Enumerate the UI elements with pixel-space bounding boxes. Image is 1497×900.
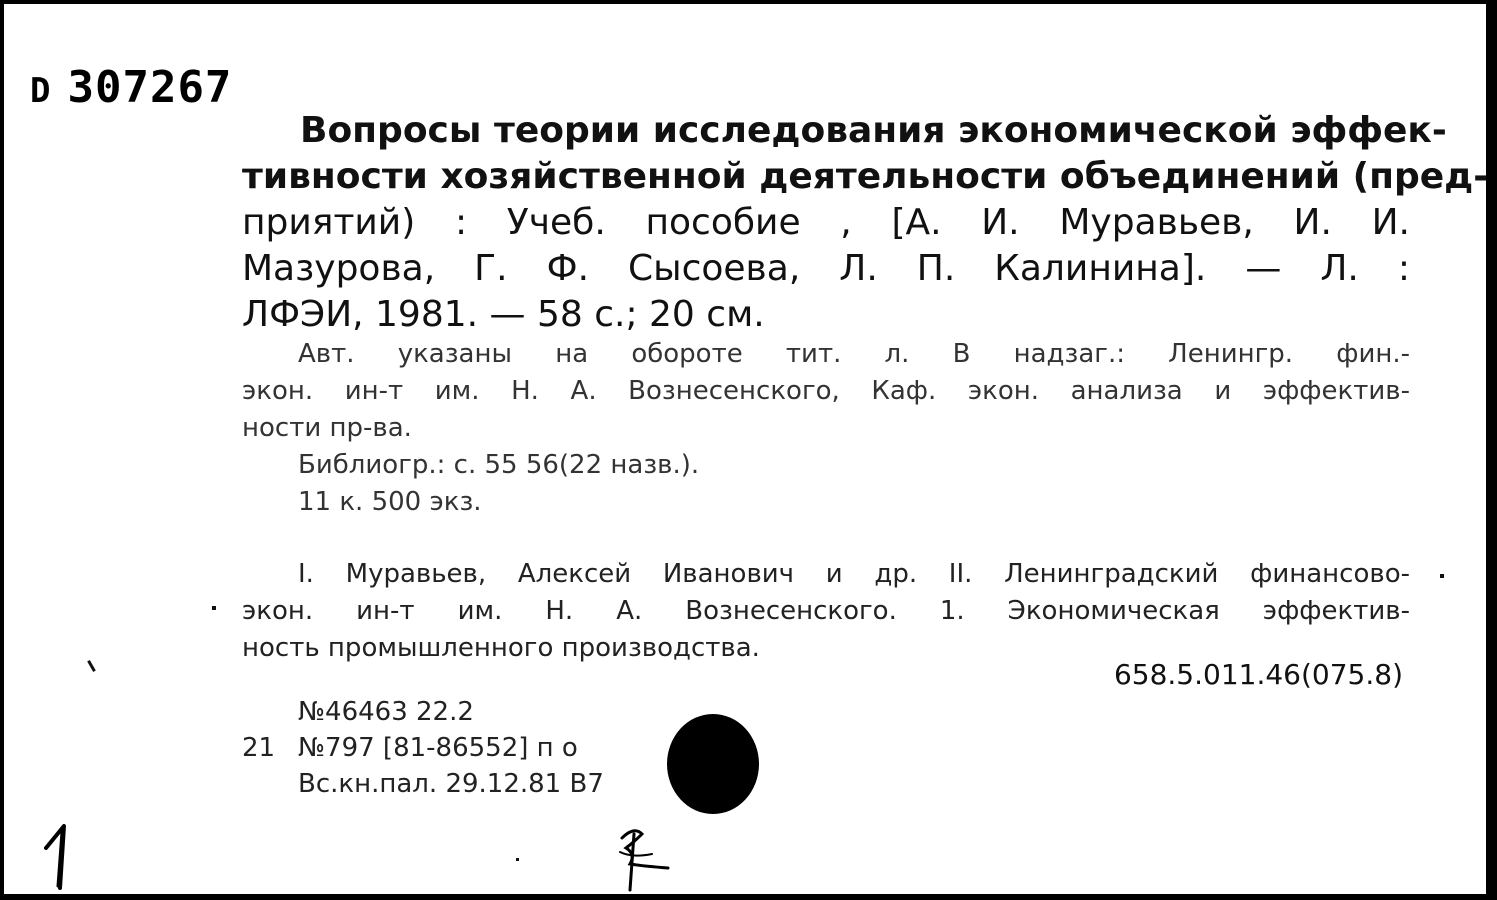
- registry-row: [242, 694, 604, 730]
- note-line: Авт. указаны на обороте тит. л. В надзаг.: Ленингр. фин.-: [298, 339, 1410, 369]
- udc-classification: 658.5.011.46(075.8): [1113, 658, 1403, 691]
- catalog-prefix: D: [30, 71, 52, 111]
- tracing-line: экон. ин-т им. Н. А. Вознесенского. 1. Экономическая эффектив-: [242, 596, 1410, 626]
- registry-line: №797 [81-86552] п о: [298, 733, 578, 763]
- registry-row: [242, 766, 604, 802]
- catalog-number-value: 307267: [67, 62, 233, 113]
- registry-number: 21: [242, 733, 276, 763]
- title-line: ЛФЭИ, 1981. — 58 с.; 20 см.: [242, 294, 765, 335]
- note-line: ности пр-ва.: [242, 413, 412, 443]
- catalog-number: [30, 62, 232, 113]
- title-line: приятий) : Учеб. пособие , [А. И. Муравьев, И. И.: [242, 202, 1410, 243]
- note-line: экон. ин-т им. Н. А. Вознесенского, Каф. экон. анализа и эффектив-: [242, 376, 1410, 406]
- tracing-line: ность промышленного производства.: [242, 633, 760, 663]
- initials-stamp-icon: [612, 824, 682, 894]
- card-edge: [1490, 30, 1493, 890]
- registry-line: Вс.кн.пал. 29.12.81 В7: [298, 769, 604, 799]
- title-line: Мазурова, Г. Ф. Сысоева, Л. П. Калинина]. — Л. :: [242, 248, 1410, 289]
- handwritten-mark-icon: [40, 822, 80, 892]
- punch-hole: [667, 714, 759, 814]
- title-line: Вопросы теории исследования экономической эффек-: [300, 110, 1447, 151]
- subject-tracings: [242, 556, 1410, 667]
- registry-block: [242, 694, 604, 802]
- note-line: Библиогр.: с. 55 56(22 назв.).: [298, 450, 700, 480]
- note-line: 11 к. 500 экз.: [298, 487, 482, 517]
- title-line: тивности хозяйственной деятельности объединений (пред-: [242, 156, 1489, 197]
- tracing-line: I. Муравьев, Алексей Иванович и др. II. Ленинградский финансово-: [298, 559, 1410, 589]
- bibliographic-notes: [242, 336, 1410, 521]
- stray-dot: [1440, 574, 1444, 578]
- stray-dot: [212, 606, 216, 610]
- title-description: [242, 108, 1489, 338]
- stray-dot: [516, 858, 519, 861]
- registry-row: [242, 730, 604, 766]
- registry-line: №46463 22.2: [298, 697, 474, 727]
